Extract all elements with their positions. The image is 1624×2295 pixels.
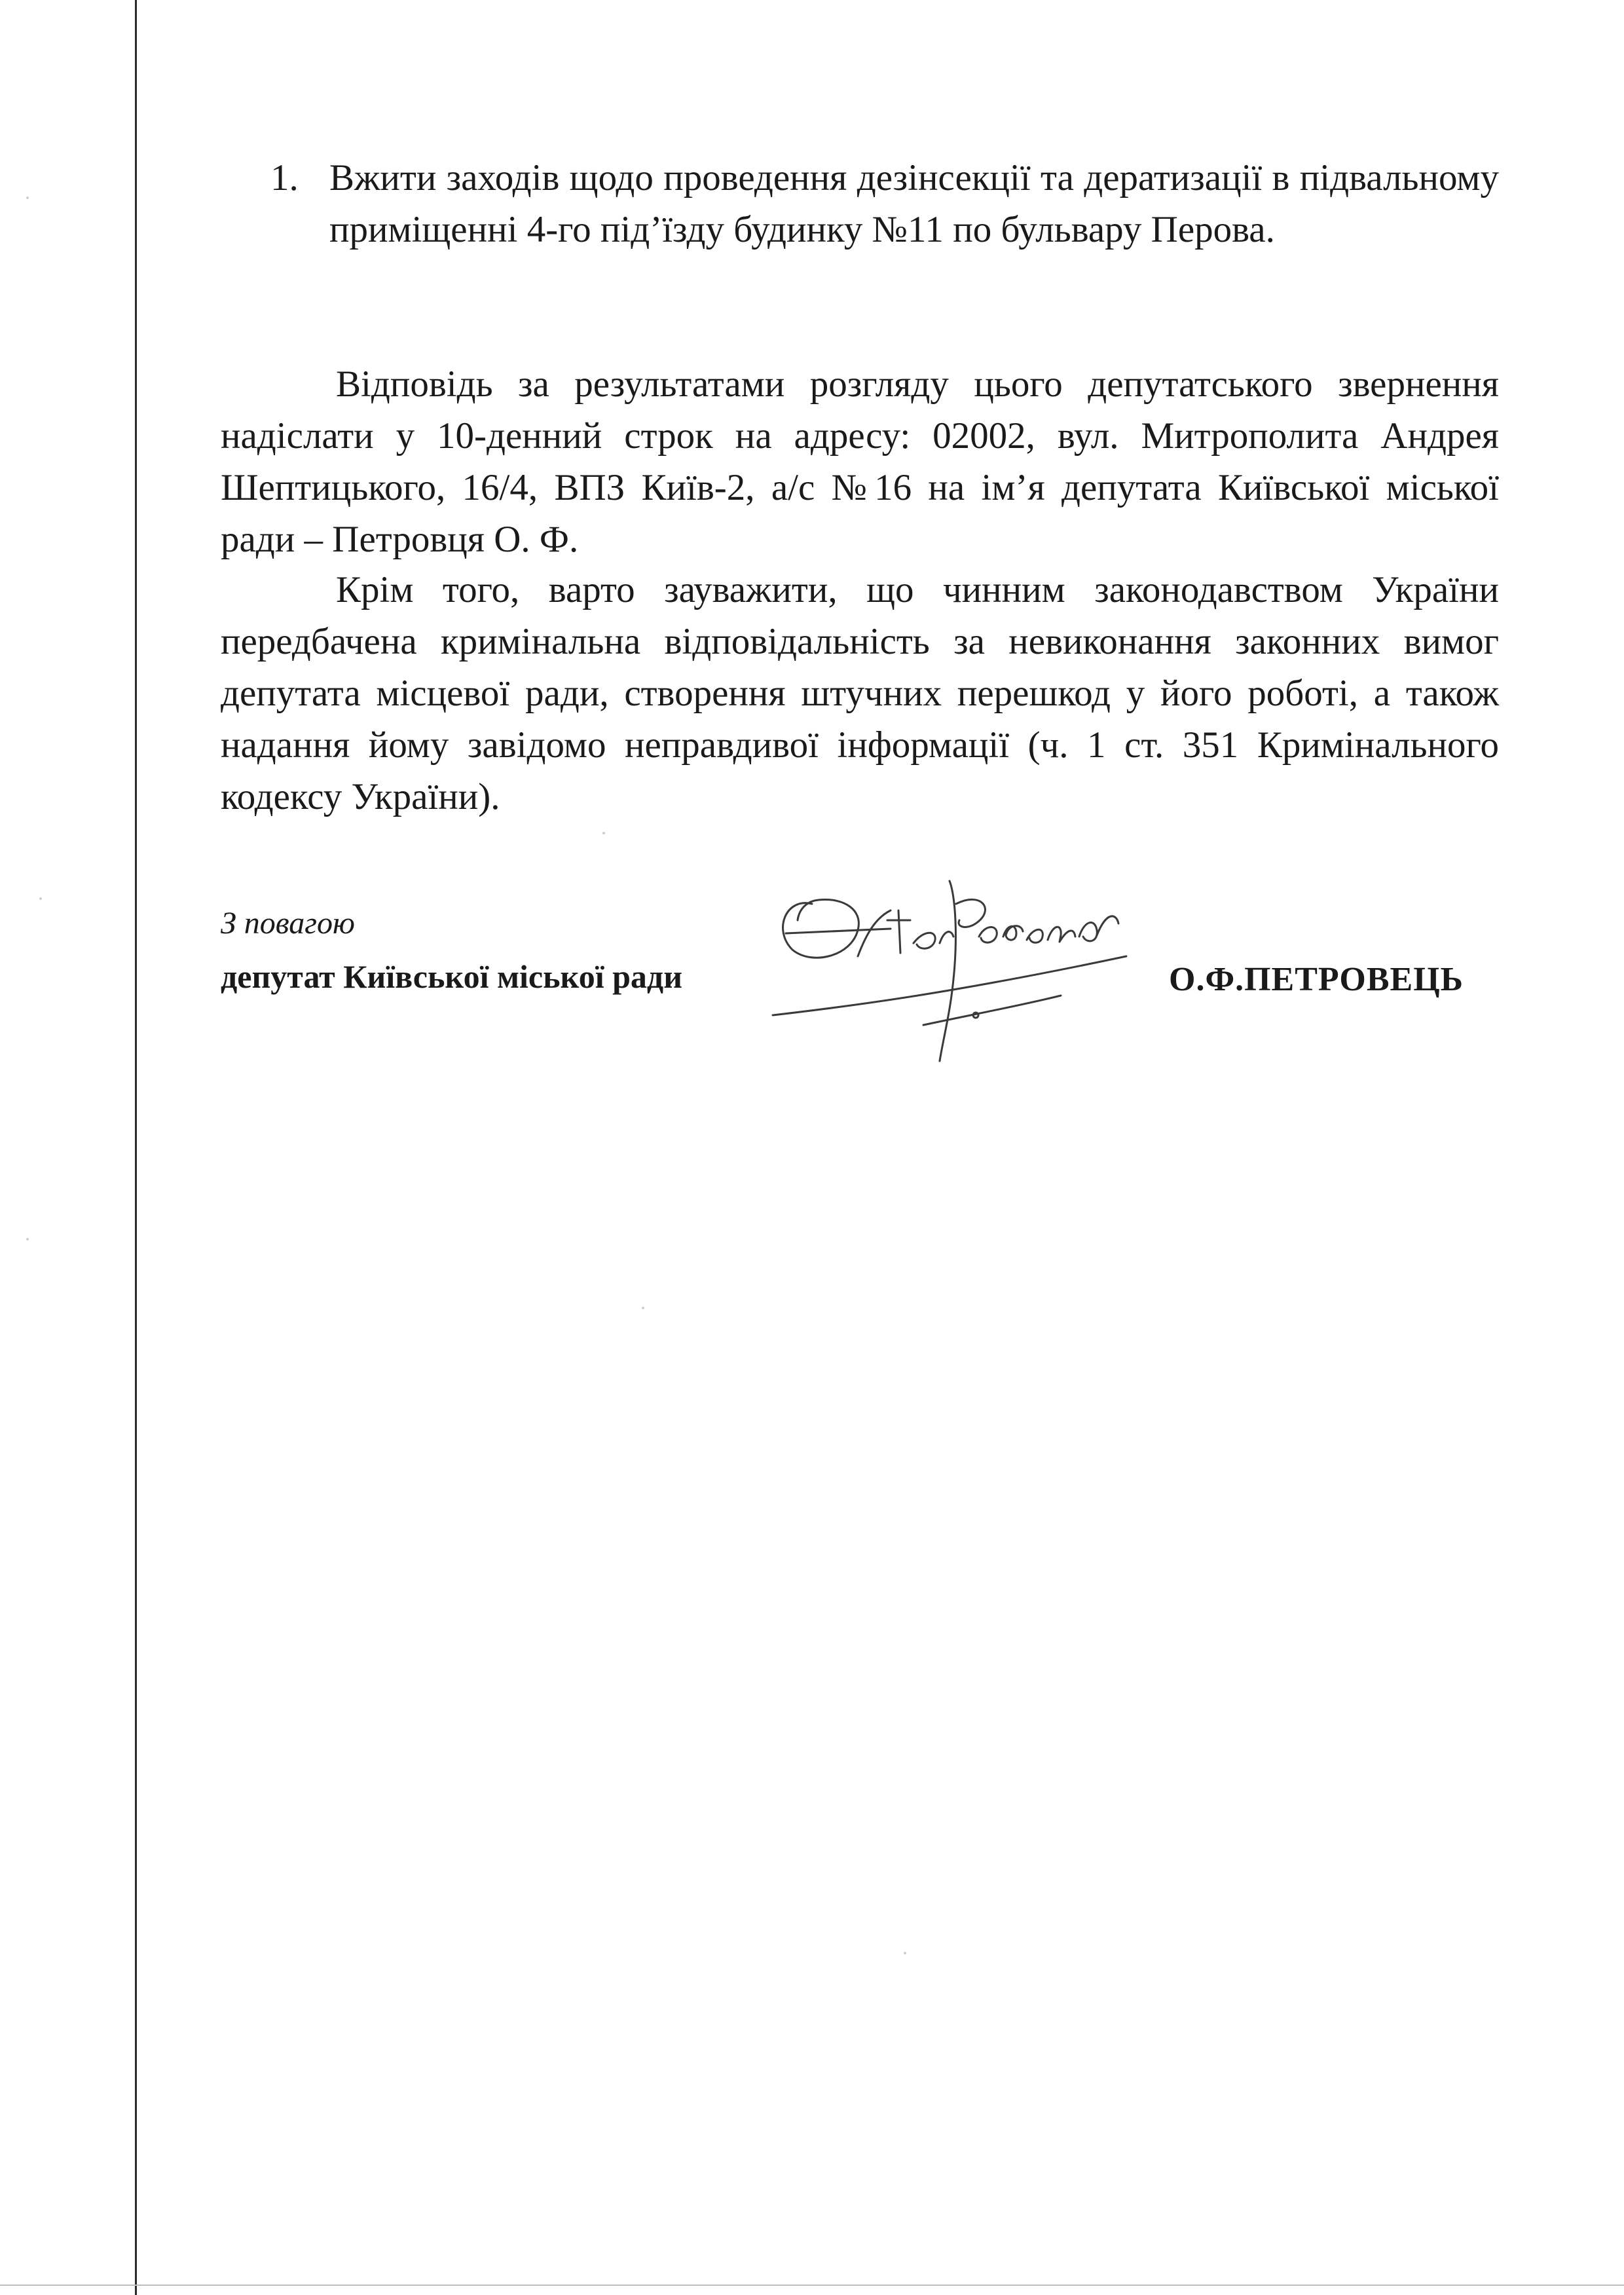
list-item-number: 1. [270,157,299,198]
handwritten-signature [760,858,1166,1074]
response-paragraph: Відповідь за результатами розгляду цього депутатського звернення надіслати у 10-денний строк на адресу: 02002, вул. Митрополита Андрея Шептицького, 16/4, ВПЗ Київ-2, а/с №16 на ім’я депутата Київської міської ради – Петровця О. Ф. [221,364,1499,560]
scan-speck [39,897,42,900]
left-margin-line [135,0,137,2295]
request-list-item [270,152,1499,255]
scan-speck [26,196,29,199]
signer-position: депутат Київської міської ради [221,958,683,995]
bottom-edge-line [0,2285,1624,2286]
scan-speck [904,1952,906,1954]
scan-speck [602,832,605,834]
signer-name: О.Ф.ПЕТРОВЕЦЬ [1169,961,1464,998]
closing-salutation: З повагою [221,906,355,941]
scan-speck [26,1238,29,1241]
list-item-text: Вжити заходів щодо проведення дезінсекції та дератизації в підвальному приміщенні 4-го під’їзду будинку №11 по бульвару Перова. [329,157,1499,250]
legal-notice-paragraph: Крім того, варто зауважити, що чинним законодавством України передбачена кримінальна відповідальність за невиконання законних вимог депутата місцевої ради, створення штучних перешкод у його роботі, а також надання йому завідомо неправдивої інформації (ч. 1 ст. 351 Кримінального кодексу України). [221,569,1499,817]
scan-speck [642,1307,644,1309]
